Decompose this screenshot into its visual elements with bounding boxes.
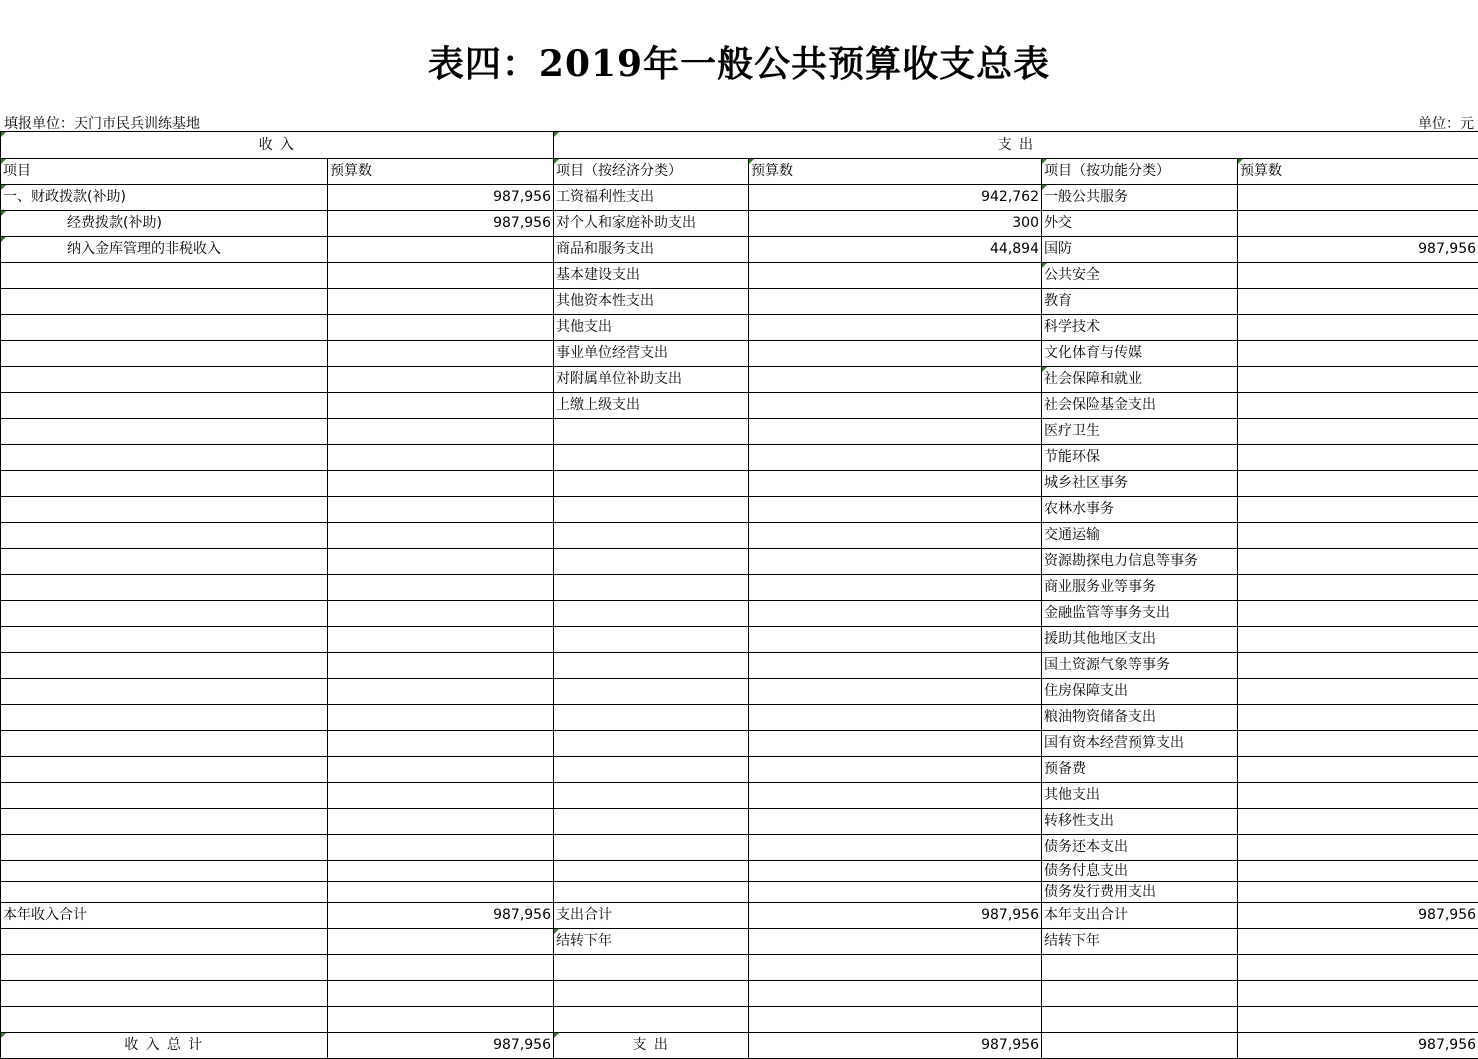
econ-item: 对附属单位补助支出 bbox=[554, 367, 749, 393]
econ-item: 对个人和家庭补助支出 bbox=[554, 211, 749, 237]
table-row bbox=[1, 757, 1478, 783]
empty-cell bbox=[749, 705, 1042, 731]
empty-cell bbox=[749, 445, 1042, 471]
empty-cell bbox=[328, 861, 554, 882]
empty-cell bbox=[1, 809, 328, 835]
empty-cell bbox=[554, 575, 749, 601]
empty-cell bbox=[328, 471, 554, 497]
table-row bbox=[1, 783, 1478, 809]
empty-cell bbox=[554, 601, 749, 627]
empty-cell bbox=[554, 679, 749, 705]
func-item-header: 项目（按功能分类） bbox=[1042, 159, 1238, 185]
func-value bbox=[1238, 731, 1478, 757]
func-value: 987,956 bbox=[1238, 237, 1478, 263]
empty-cell bbox=[749, 861, 1042, 882]
empty-cell bbox=[749, 549, 1042, 575]
table-row bbox=[1, 903, 1478, 929]
empty-cell bbox=[1238, 955, 1478, 981]
func-value bbox=[1238, 575, 1478, 601]
empty-cell bbox=[1, 471, 328, 497]
func-value bbox=[1238, 809, 1478, 835]
empty-cell bbox=[328, 955, 554, 981]
empty-cell bbox=[328, 679, 554, 705]
table-row bbox=[1, 523, 1478, 549]
table-row bbox=[1, 929, 1478, 955]
empty-cell bbox=[328, 929, 554, 955]
table-row bbox=[1, 185, 1478, 211]
empty-cell bbox=[328, 981, 554, 1007]
empty-cell bbox=[1, 263, 328, 289]
empty-cell bbox=[328, 653, 554, 679]
func-value bbox=[1238, 627, 1478, 653]
func-value bbox=[1238, 549, 1478, 575]
empty-cell bbox=[749, 783, 1042, 809]
econ-item: 工资福利性支出 bbox=[554, 185, 749, 211]
func-value bbox=[1238, 523, 1478, 549]
func-item: 债务还本支出 bbox=[1042, 835, 1238, 861]
table-row bbox=[1, 835, 1478, 861]
table-row bbox=[1, 471, 1478, 497]
empty-cell bbox=[554, 981, 749, 1007]
empty-cell bbox=[749, 575, 1042, 601]
income-grand-total-label: 收 入 总 计 bbox=[1, 1033, 328, 1059]
econ-value bbox=[749, 289, 1042, 315]
empty-cell bbox=[749, 981, 1042, 1007]
func-value bbox=[1238, 653, 1478, 679]
func-item: 金融监管等事务支出 bbox=[1042, 601, 1238, 627]
income-year-total-value: 987,956 bbox=[328, 903, 554, 929]
empty-cell bbox=[749, 835, 1042, 861]
empty-cell bbox=[1, 679, 328, 705]
empty-cell bbox=[554, 882, 749, 903]
table-row bbox=[1, 882, 1478, 903]
func-item: 公共安全 bbox=[1042, 263, 1238, 289]
func-value bbox=[1238, 705, 1478, 731]
page-title: 表四：2019年一般公共预算收支总表 bbox=[0, 36, 1478, 87]
empty-cell bbox=[1, 757, 328, 783]
empty-cell bbox=[1, 367, 328, 393]
func-value bbox=[1238, 497, 1478, 523]
empty-cell bbox=[1, 882, 328, 903]
empty-cell bbox=[1, 497, 328, 523]
func-item: 住房保障支出 bbox=[1042, 679, 1238, 705]
table-row bbox=[1, 289, 1478, 315]
func-item: 城乡社区事务 bbox=[1042, 471, 1238, 497]
empty-cell bbox=[1, 315, 328, 341]
empty-cell bbox=[1, 575, 328, 601]
func-value bbox=[1238, 445, 1478, 471]
table-row bbox=[1, 955, 1478, 981]
func-item: 转移性支出 bbox=[1042, 809, 1238, 835]
empty-cell bbox=[554, 419, 749, 445]
empty-cell bbox=[1, 523, 328, 549]
empty-cell bbox=[554, 861, 749, 882]
empty-cell bbox=[749, 523, 1042, 549]
empty-cell bbox=[749, 731, 1042, 757]
econ-item: 其他资本性支出 bbox=[554, 289, 749, 315]
table-row bbox=[1, 497, 1478, 523]
func-value bbox=[1238, 419, 1478, 445]
empty-cell bbox=[749, 809, 1042, 835]
income-item: 一、财政拨款(补助) bbox=[1, 185, 328, 211]
empty-cell bbox=[328, 783, 554, 809]
func-item: 粮油物资储备支出 bbox=[1042, 705, 1238, 731]
empty-cell bbox=[328, 419, 554, 445]
table-row bbox=[1, 315, 1478, 341]
func-value bbox=[1238, 367, 1478, 393]
empty-cell bbox=[1238, 1007, 1478, 1033]
table-row bbox=[1, 601, 1478, 627]
func-item: 科学技术 bbox=[1042, 315, 1238, 341]
empty-cell bbox=[1, 705, 328, 731]
func-item: 节能环保 bbox=[1042, 445, 1238, 471]
func-value bbox=[1238, 289, 1478, 315]
empty-cell bbox=[749, 419, 1042, 445]
table-row bbox=[1, 653, 1478, 679]
econ-item: 其他支出 bbox=[554, 315, 749, 341]
empty-cell bbox=[1, 835, 328, 861]
table-row bbox=[1, 549, 1478, 575]
econ-item: 商品和服务支出 bbox=[554, 237, 749, 263]
expense-grand-total-label: 支 出 bbox=[554, 1033, 749, 1059]
empty-cell bbox=[328, 731, 554, 757]
expense-total-value: 987,956 bbox=[749, 903, 1042, 929]
table-row bbox=[1, 981, 1478, 1007]
func-value bbox=[1238, 263, 1478, 289]
expense-year-total-label: 本年支出合计 bbox=[1042, 903, 1238, 929]
econ-value: 300 bbox=[749, 211, 1042, 237]
empty-cell bbox=[1042, 981, 1238, 1007]
table-row bbox=[1, 445, 1478, 471]
func-item: 资源勘探电力信息等事务 bbox=[1042, 549, 1238, 575]
reporting-unit: 填报单位：天门市民兵训练基地 bbox=[4, 113, 200, 133]
empty-cell bbox=[328, 601, 554, 627]
func-value bbox=[1238, 341, 1478, 367]
empty-cell bbox=[749, 1007, 1042, 1033]
empty-cell bbox=[1238, 981, 1478, 1007]
empty-cell bbox=[749, 679, 1042, 705]
table-row bbox=[1, 627, 1478, 653]
empty-cell bbox=[554, 549, 749, 575]
empty-cell bbox=[1, 783, 328, 809]
empty-cell bbox=[1, 981, 328, 1007]
func-item: 社会保险基金支出 bbox=[1042, 393, 1238, 419]
empty-cell bbox=[328, 835, 554, 861]
empty-cell bbox=[1, 289, 328, 315]
econ-value bbox=[749, 341, 1042, 367]
table-row bbox=[1, 679, 1478, 705]
func-item: 社会保障和就业 bbox=[1042, 367, 1238, 393]
empty-cell bbox=[554, 809, 749, 835]
table-row bbox=[1, 263, 1478, 289]
expense-grand-econ-value: 987,956 bbox=[749, 1033, 1042, 1059]
empty-cell bbox=[749, 882, 1042, 903]
econ-item-header: 项目（按经济分类） bbox=[554, 159, 749, 185]
empty-cell bbox=[1, 627, 328, 653]
currency-unit: 单位：元 bbox=[1418, 113, 1474, 133]
empty-cell bbox=[1042, 1033, 1238, 1059]
func-value bbox=[1238, 601, 1478, 627]
table-row bbox=[1, 367, 1478, 393]
empty-cell bbox=[328, 882, 554, 903]
econ-value: 44,894 bbox=[749, 237, 1042, 263]
empty-cell bbox=[1, 549, 328, 575]
func-item: 国防 bbox=[1042, 237, 1238, 263]
income-grand-total-value: 987,956 bbox=[328, 1033, 554, 1059]
empty-cell bbox=[554, 955, 749, 981]
func-item: 教育 bbox=[1042, 289, 1238, 315]
econ-value bbox=[749, 315, 1042, 341]
econ-value bbox=[749, 263, 1042, 289]
expense-grand-total-value: 987,956 bbox=[1238, 1033, 1478, 1059]
table-row bbox=[1, 132, 1478, 159]
budget-table bbox=[0, 131, 1478, 1059]
empty-cell bbox=[328, 315, 554, 341]
table-row bbox=[1, 237, 1478, 263]
empty-cell bbox=[1, 1007, 328, 1033]
econ-item: 基本建设支出 bbox=[554, 263, 749, 289]
empty-cell bbox=[328, 523, 554, 549]
empty-cell bbox=[328, 705, 554, 731]
table-row bbox=[1, 211, 1478, 237]
empty-cell bbox=[554, 835, 749, 861]
table-row bbox=[1, 419, 1478, 445]
empty-cell bbox=[749, 601, 1042, 627]
func-value bbox=[1238, 861, 1478, 882]
empty-cell bbox=[554, 445, 749, 471]
empty-cell bbox=[328, 575, 554, 601]
empty-cell bbox=[554, 653, 749, 679]
func-item: 援助其他地区支出 bbox=[1042, 627, 1238, 653]
func-item: 一般公共服务 bbox=[1042, 185, 1238, 211]
empty-cell bbox=[1, 341, 328, 367]
table-row bbox=[1, 159, 1478, 185]
empty-cell bbox=[749, 627, 1042, 653]
func-value bbox=[1238, 185, 1478, 211]
table-row bbox=[1, 1033, 1478, 1059]
table-row bbox=[1, 1007, 1478, 1033]
empty-cell bbox=[1, 929, 328, 955]
empty-cell bbox=[1, 419, 328, 445]
empty-cell bbox=[554, 627, 749, 653]
func-item: 医疗卫生 bbox=[1042, 419, 1238, 445]
empty-cell bbox=[328, 393, 554, 419]
table-row bbox=[1, 341, 1478, 367]
empty-cell bbox=[328, 289, 554, 315]
expense-total-label: 支出合计 bbox=[554, 903, 749, 929]
empty-cell bbox=[328, 445, 554, 471]
empty-cell bbox=[328, 341, 554, 367]
empty-cell bbox=[1, 393, 328, 419]
func-value bbox=[1238, 679, 1478, 705]
empty-cell bbox=[554, 783, 749, 809]
func-item: 国土资源气象等事务 bbox=[1042, 653, 1238, 679]
empty-cell bbox=[554, 731, 749, 757]
func-value bbox=[1238, 315, 1478, 341]
func-item: 农林水事务 bbox=[1042, 497, 1238, 523]
empty-cell bbox=[328, 1007, 554, 1033]
func-value bbox=[1238, 757, 1478, 783]
table-row bbox=[1, 393, 1478, 419]
econ-value bbox=[749, 367, 1042, 393]
econ-budget-header: 预算数 bbox=[749, 159, 1042, 185]
func-item: 债务付息支出 bbox=[1042, 861, 1238, 882]
empty-cell bbox=[749, 471, 1042, 497]
empty-cell bbox=[554, 757, 749, 783]
empty-cell bbox=[328, 809, 554, 835]
empty-cell bbox=[1, 731, 328, 757]
func-value bbox=[1238, 835, 1478, 861]
func-item: 文化体育与传媒 bbox=[1042, 341, 1238, 367]
income-year-total-label: 本年收入合计 bbox=[1, 903, 328, 929]
income-value bbox=[328, 237, 554, 263]
empty-cell bbox=[1, 653, 328, 679]
income-item-header: 项目 bbox=[1, 159, 328, 185]
func-value bbox=[1238, 211, 1478, 237]
func-item: 交通运输 bbox=[1042, 523, 1238, 549]
empty-cell bbox=[749, 757, 1042, 783]
func-value bbox=[1238, 471, 1478, 497]
empty-cell bbox=[554, 523, 749, 549]
func-item: 其他支出 bbox=[1042, 783, 1238, 809]
func-value bbox=[1238, 882, 1478, 903]
empty-cell bbox=[328, 367, 554, 393]
empty-cell bbox=[749, 497, 1042, 523]
empty-cell bbox=[328, 549, 554, 575]
empty-cell bbox=[328, 627, 554, 653]
empty-cell bbox=[749, 955, 1042, 981]
income-budget-header: 预算数 bbox=[328, 159, 554, 185]
empty-cell bbox=[1, 861, 328, 882]
func-item: 商业服务业等事务 bbox=[1042, 575, 1238, 601]
empty-cell bbox=[328, 757, 554, 783]
empty-cell bbox=[554, 471, 749, 497]
expense-year-total-value: 987,956 bbox=[1238, 903, 1478, 929]
table-row bbox=[1, 575, 1478, 601]
empty-cell bbox=[749, 929, 1042, 955]
income-value: 987,956 bbox=[328, 185, 554, 211]
table-row bbox=[1, 731, 1478, 757]
func-value bbox=[1238, 393, 1478, 419]
empty-cell bbox=[1, 445, 328, 471]
empty-cell bbox=[554, 497, 749, 523]
carry-func-label: 结转下年 bbox=[1042, 929, 1238, 955]
empty-cell bbox=[328, 497, 554, 523]
func-item: 外交 bbox=[1042, 211, 1238, 237]
empty-cell bbox=[1042, 1007, 1238, 1033]
empty-cell bbox=[1, 601, 328, 627]
func-item: 国有资本经营预算支出 bbox=[1042, 731, 1238, 757]
table-row bbox=[1, 809, 1478, 835]
empty-cell bbox=[554, 705, 749, 731]
empty-cell bbox=[554, 1007, 749, 1033]
empty-cell bbox=[749, 653, 1042, 679]
table-row bbox=[1, 705, 1478, 731]
income-item: 纳入金库管理的非税收入 bbox=[1, 237, 328, 263]
econ-value bbox=[749, 393, 1042, 419]
empty-cell bbox=[328, 263, 554, 289]
table-row bbox=[1, 861, 1478, 882]
empty-cell bbox=[1238, 929, 1478, 955]
income-section-header: 收 入 bbox=[1, 132, 554, 159]
econ-item: 事业单位经营支出 bbox=[554, 341, 749, 367]
func-value bbox=[1238, 783, 1478, 809]
carry-econ-label: 结转下年 bbox=[554, 929, 749, 955]
func-budget-header: 预算数 bbox=[1238, 159, 1478, 185]
func-item: 债务发行费用支出 bbox=[1042, 882, 1238, 903]
econ-value: 942,762 bbox=[749, 185, 1042, 211]
empty-cell bbox=[1, 955, 328, 981]
expense-section-header: 支 出 bbox=[554, 132, 1478, 159]
econ-item: 上缴上级支出 bbox=[554, 393, 749, 419]
income-item: 经费拨款(补助) bbox=[1, 211, 328, 237]
func-item: 预备费 bbox=[1042, 757, 1238, 783]
empty-cell bbox=[1042, 955, 1238, 981]
income-value: 987,956 bbox=[328, 211, 554, 237]
